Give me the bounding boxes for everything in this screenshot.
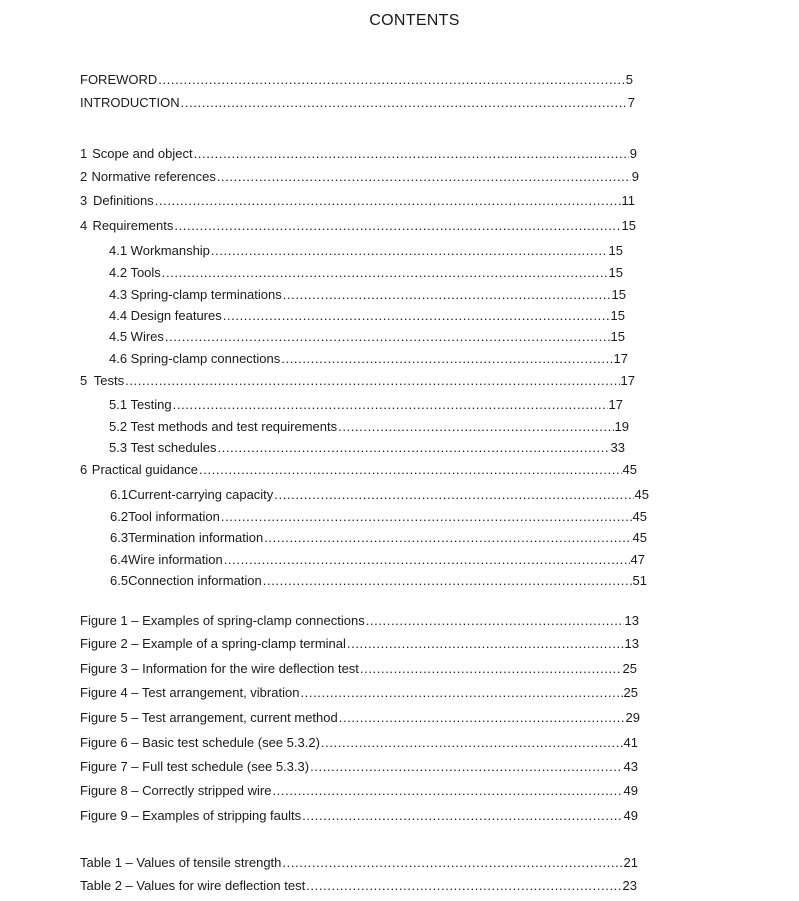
toc-entry-figure[interactable] <box>80 660 637 678</box>
toc-entry-page: 23 <box>622 878 637 893</box>
toc-entry-page: 13 <box>624 613 639 628</box>
toc-entry-subsection[interactable] <box>109 286 626 304</box>
toc-entry-label: INTRODUCTION <box>80 95 180 110</box>
toc-entry-number: 6.1 <box>110 487 129 502</box>
toc-entry-foreword[interactable] <box>80 71 633 89</box>
toc-entry-label: Tool information <box>128 509 220 524</box>
toc-entry-label: Figure 2 – Example of a spring-clamp terminal <box>80 636 346 651</box>
toc-entry-label: Tests <box>93 373 125 388</box>
toc-entry-page: 9 <box>629 146 637 161</box>
toc-entry-label: 4.1 Workmanship <box>109 243 210 258</box>
toc-entry-label: Scope and object <box>92 146 193 161</box>
toc-entry-subsection[interactable] <box>109 350 628 368</box>
toc-entry-label: Figure 4 – Test arrangement, vibration <box>80 685 300 700</box>
toc-entry-figure[interactable] <box>80 635 639 653</box>
toc-entry-number: 6 <box>80 462 88 477</box>
toc-entry-table[interactable] <box>80 854 638 872</box>
toc-entry-page: 25 <box>622 661 637 676</box>
toc-entry-label: Figure 3 – Information for the wire deflection test <box>80 661 359 676</box>
toc-entry-label: 4.5 Wires <box>109 329 164 344</box>
toc-entry-number: 4 <box>80 218 88 233</box>
toc-entry-page: 45 <box>622 462 637 477</box>
toc-entry-label: Definitions <box>92 193 154 208</box>
toc-entry-table[interactable] <box>80 877 637 895</box>
toc-entry-figure[interactable] <box>80 782 638 800</box>
toc-entry-number: 2 <box>80 169 88 184</box>
toc-entry-subsection[interactable] <box>109 439 625 457</box>
toc-entry-label: Figure 6 – Basic test schedule (see 5.3.2) <box>80 735 320 750</box>
toc-entry-label: Figure 8 – Correctly stripped wire <box>80 783 272 798</box>
toc-entry-number: 5 <box>80 373 88 388</box>
page-title: CONTENTS <box>369 12 460 29</box>
toc-entry-section-6[interactable] <box>80 461 637 479</box>
toc-entry-page: 7 <box>627 95 635 110</box>
toc-entry-page: 5 <box>625 72 633 87</box>
toc-entry-page: 15 <box>610 329 625 344</box>
toc-entry-page: 49 <box>623 783 638 798</box>
toc-entry-subsection[interactable] <box>109 307 625 325</box>
toc-entry-number: 6.5 <box>110 573 129 588</box>
toc-entry-subsection[interactable] <box>109 264 623 282</box>
toc-entry-page: 9 <box>631 169 639 184</box>
toc-entry-page: 15 <box>608 243 623 258</box>
toc-entry-subsection[interactable] <box>109 396 623 414</box>
toc-entry-subsection[interactable] <box>110 508 647 526</box>
toc-entry-page: 49 <box>623 808 638 823</box>
toc-entry-label: Requirements <box>92 218 174 233</box>
toc-entry-label: 4.4 Design features <box>109 308 222 323</box>
toc-entry-subsection[interactable] <box>109 242 623 260</box>
toc-entry-page: 41 <box>623 735 638 750</box>
toc-entry-page: 15 <box>608 265 623 280</box>
toc-entry-subsection[interactable] <box>110 486 649 504</box>
toc-entry-label: FOREWORD <box>80 72 158 87</box>
toc-entry-page: 45 <box>632 530 647 545</box>
toc-entry-subsection[interactable] <box>110 572 647 590</box>
toc-entry-page: 17 <box>608 397 623 412</box>
toc-entry-page: 21 <box>623 855 638 870</box>
toc-entry-page: 13 <box>624 636 639 651</box>
toc-entry-label: Termination information <box>128 530 264 545</box>
toc-entry-number: 6.2 <box>110 509 129 524</box>
toc-entry-number: 6.4 <box>110 552 129 567</box>
toc-entry-subsection[interactable] <box>110 551 645 569</box>
toc-entry-page: 15 <box>610 308 625 323</box>
toc-entry-page: 33 <box>610 440 625 455</box>
toc-entry-page: 51 <box>632 573 647 588</box>
toc-entry-number: 3 <box>80 193 88 208</box>
toc-entry-page: 17 <box>620 373 635 388</box>
toc-entry-label: Table 1 – Values of tensile strength <box>80 855 282 870</box>
toc-entry-number: 6.3 <box>110 530 129 545</box>
toc-entry-figure[interactable] <box>80 684 638 702</box>
toc-entry-label: 4.2 Tools <box>109 265 161 280</box>
toc-entry-label: Figure 9 – Examples of stripping faults <box>80 808 302 823</box>
toc-entry-page: 43 <box>623 759 638 774</box>
toc-entry-page: 11 <box>621 193 635 208</box>
toc-entry-page: 17 <box>613 351 628 366</box>
toc-entry-subsection[interactable] <box>109 418 629 436</box>
toc-entry-introduction[interactable] <box>80 94 635 112</box>
toc-entry-label: Figure 7 – Full test schedule (see 5.3.3) <box>80 759 310 774</box>
toc-entry-figure[interactable] <box>80 709 640 727</box>
toc-entry-page: 15 <box>621 218 636 233</box>
toc-entry-section-1[interactable] <box>80 145 637 163</box>
toc-entry-label: Figure 1 – Examples of spring-clamp connections <box>80 613 365 628</box>
toc-entry-page: 19 <box>614 419 629 434</box>
toc-entry-label: Connection information <box>128 573 262 588</box>
toc-entry-figure[interactable] <box>80 758 638 776</box>
toc-entry-page: 25 <box>623 685 638 700</box>
toc-entry-page: 29 <box>625 710 640 725</box>
toc-entry-section-5[interactable] <box>80 372 635 390</box>
toc-entry-page: 45 <box>634 487 649 502</box>
toc-entry-number: 1 <box>80 146 88 161</box>
toc-entry-subsection[interactable] <box>110 529 647 547</box>
toc-entry-page: 47 <box>630 552 645 567</box>
toc-entry-figure[interactable] <box>80 612 639 630</box>
toc-entry-section-2[interactable] <box>80 168 639 186</box>
toc-entry-label: 4.6 Spring-clamp connections <box>109 351 281 366</box>
toc-entry-label: Table 2 – Values for wire deflection test <box>80 878 306 893</box>
toc-entry-label: 5.1 Testing <box>109 397 172 412</box>
toc-entry-section-3[interactable] <box>80 192 635 210</box>
toc-entry-label: 4.3 Spring-clamp terminations <box>109 287 282 302</box>
toc-entry-page: 15 <box>611 287 626 302</box>
toc-entry-figure[interactable] <box>80 734 638 752</box>
toc-entry-section-4[interactable] <box>80 217 636 235</box>
toc-entry-label: 5.2 Test methods and test requirements <box>109 419 338 434</box>
toc-entry-label: Wire information <box>128 552 223 567</box>
toc-entry-label: Figure 5 – Test arrangement, current method <box>80 710 338 725</box>
toc-entry-label: 5.3 Test schedules <box>109 440 217 455</box>
toc-entry-figure[interactable] <box>80 807 638 825</box>
toc-entry-subsection[interactable] <box>109 328 625 346</box>
toc-entry-label: Current-carrying capacity <box>128 487 274 502</box>
toc-entry-page: 45 <box>632 509 647 524</box>
toc-entry-label: Normative references <box>91 169 216 184</box>
toc-entry-label: Practical guidance <box>91 462 199 477</box>
